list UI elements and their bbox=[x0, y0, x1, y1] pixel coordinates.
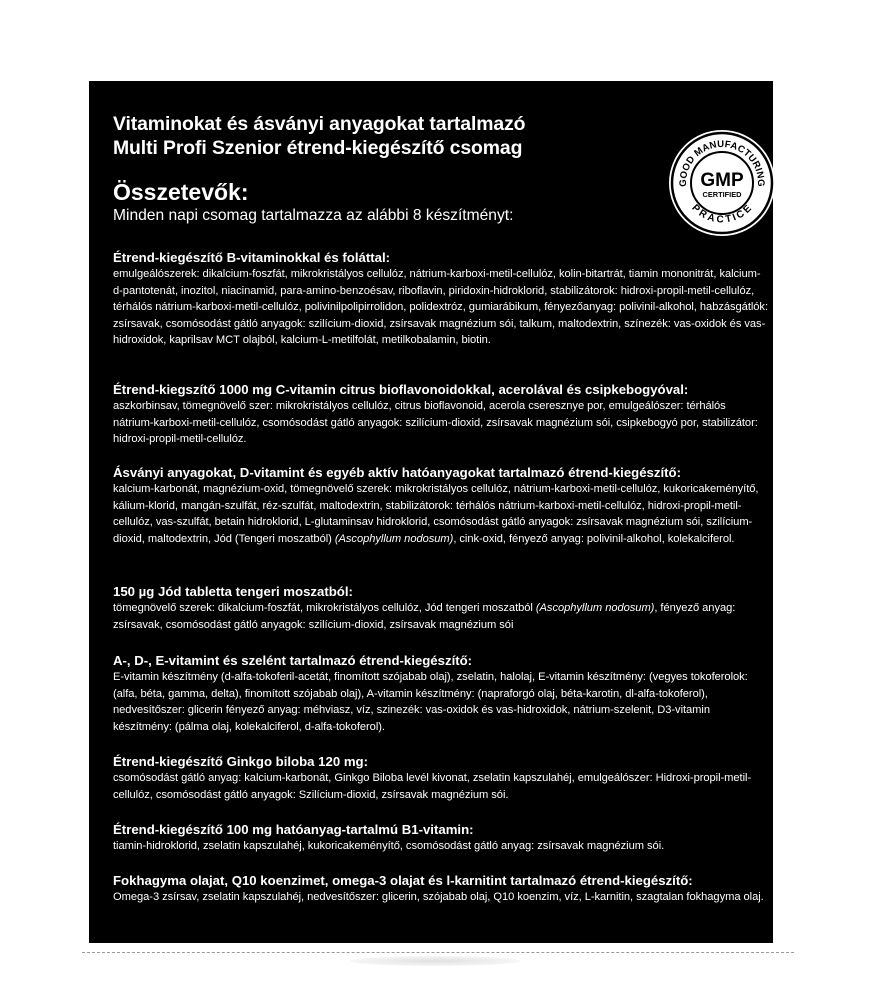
ingredient-section-8 bbox=[113, 872, 769, 906]
product-title-line-1: Vitaminokat és ásványi anyagokat tartalmazó bbox=[113, 113, 526, 135]
section-body-species: (Ascophyllum nodosum) bbox=[334, 532, 454, 545]
section-body: emulgeálószerek: dikalcium-foszfát, mikrokristályos cellulóz, nátrium-karboxi-metil-cellulóz, kolin-bitartrát, tiamin mononitrát, kalcium-d-pantotenát, inozitol, niacinamid, para-amino-benzoésav, riboflavin, piridoxin-hidroklorid, stabilizátorok: hidroxi-propil-metil-cellulóz, térhálós nátrium-karboxi-metil-cellulóz, polivinilpolipirrolidon, polidextróz, gumiarábikum, fényezőanyag: polivinil-alkohol, habzásgátlók: zsírsavak, csomósodást gátló anyagok: szilícium-dioxid, zsírsavak magnézium sói, talkum, maltodextrin, színezék: vas-oxidok és vas-hidroxidok, kaprilsav MCT olajból, kalcium-L-metilfolát, metilkobalamin, biotin. bbox=[113, 268, 769, 347]
ingredients-heading: Összetevők: bbox=[113, 179, 249, 205]
gmp-badge-sub-text: CERTIFIED bbox=[702, 190, 742, 199]
gmp-badge-bottom-text: PRACTICE bbox=[689, 202, 755, 226]
section-body: csomósodást gátló anyag: kalcium-karbonát, Ginkgo Biloba levél kivonat, zselatin kapszulahéj, emulgeálószer: Hidroxi-propil-metil-cellulóz, csomósodást gátló anyagok: Szilícium-dioxid, zsírsavak magnézium sói. bbox=[113, 772, 752, 801]
ingredient-section-2 bbox=[113, 381, 769, 448]
section-body-species: (Ascophyllum nodosum) bbox=[535, 602, 655, 614]
section-body: Omega-3 zsírsav, zselatin kapszulahéj, nedvesítőszer: glicerin, szójabab olaj, Q10 koenzim, víz, L-karnitin, szagtalan fokhagyma olaj. bbox=[113, 891, 764, 903]
section-title: A-, D-, E-vitamint és szelént tartalmazó étrend-kiegészítő: bbox=[113, 653, 473, 668]
section-body-text-end: , fényező anyag: zsírsavak, csomósodást gátló anyagok: szilícium-dioxid, zsírsavak magnézium sói bbox=[113, 602, 736, 631]
ingredient-section-3 bbox=[113, 464, 769, 547]
bottom-divider bbox=[82, 952, 794, 953]
bottom-shadow bbox=[350, 956, 520, 966]
section-body: E-vitamin készítmény (d-alfa-tokoferil-acetát, finomított szójabab olaj), zselatin, halolaj, E-vitamin készítmény: (vegyes tokoferolok: (alfa, béta, gamma, delta), finomított szójabab olaj), A-vitamin készítmény: (napraforgó olaj, béta-karotin, dl-alfa-tokoferol), nedvesítőszer: glicerin fényező anyag: méhviasz, víz, szinezék: vas-oxidok és vas-hidroxidok, nátrium-szelenit, D3-vitamin készítmény: (pálma olaj, kolekalciferol, d-alfa-tokoferol). bbox=[113, 671, 748, 733]
ingredients-panel bbox=[89, 81, 773, 943]
gmp-certified-badge bbox=[667, 128, 777, 238]
gmp-badge-center-text: GMP bbox=[700, 170, 744, 191]
product-title-line-2: Multi Profi Szenior étrend-kiegészítő csomag bbox=[113, 137, 523, 159]
section-title: Étrend-kiegészítő 100 mg hatóanyag-tartalmú B1-vitamin: bbox=[113, 822, 474, 837]
section-body bbox=[113, 481, 769, 547]
section-body-text: tömegnövelő szerek: dikalcium-foszfát, mikrokristályos cellulóz, Jód tengeri moszatból bbox=[113, 602, 536, 614]
section-title: 150 µg Jód tabletta tengeri moszatból: bbox=[113, 584, 353, 599]
section-body-text-end: , cink-oxid, fényező anyag: polivinil-alkohol, kolekalciferol. bbox=[453, 532, 735, 545]
gmp-badge-top-text: GOOD MANUFACTURING bbox=[677, 138, 767, 187]
ingredients-intro: Minden napi csomag tartalmazza az alábbi 8 készítményt: bbox=[113, 207, 514, 224]
gmp-seal-icon bbox=[667, 128, 777, 238]
ingredient-section-5 bbox=[113, 652, 769, 735]
section-title: Étrend-kiegészítő B-vitaminokkal és foláttal: bbox=[113, 250, 391, 265]
product-title bbox=[113, 112, 525, 160]
ingredient-section-6 bbox=[113, 753, 769, 803]
section-body-text: kalcium-karbonát, magnézium-oxid, tömegnövelő szerek: mikrokristályos cellulóz, nátrium-karboxi-metil-cellulóz, kukoricakeményítő, kálium-klorid, mangán-szulfát, réz-szulfát, maltodextrin, stabilizátorok: térhálós nátrium-karboxi-metil-cellulóz, hidroxi-propil-metil-cellulóz, vas-szulfát, betain hidroklorid, L-glutaminsav hidroklorid, csomósodást gátló anyagok: zsírsavak magnézium sói, szilícium-dioxid, maltodextrin, Jód (Tengeri moszatból) bbox=[113, 483, 759, 545]
ingredient-section-4 bbox=[113, 583, 769, 633]
section-body: aszkorbinsav, tömegnövelő szer: mikrokristályos cellulóz, citrus bioflavonoid, acerola cseresznye por, emulgeálószer: térhálós nátrium-karboxi-metil-cellulóz, csomósodást gátló anyagok: szilícium-dioxid, zsírsavak magnézium sói, csipkebogyó por, stabilizátor: hidroxi-propil-metil-cellulóz. bbox=[113, 400, 758, 446]
section-body bbox=[113, 600, 769, 633]
section-title: Ásványi anyagokat, D-vitamint és egyéb aktív hatóanyagokat tartalmazó étrend-kiegészítő: bbox=[113, 465, 681, 480]
section-title: Étrend-kiegszítő 1000 mg C-vitamin citrus bioflavonoidokkal, acerolával és csipkebogyóval: bbox=[113, 382, 689, 397]
section-title: Fokhagyma olajat, Q10 koenzimet, omega-3 olajat és l-karnitint tartalmazó étrend-kiegészítő: bbox=[113, 873, 693, 888]
section-body: tiamin-hidroklorid, zselatin kapszulahéj, kukoricakeményítő, csomósodást gátló anyag: zsírsavak magnézium sói. bbox=[113, 840, 665, 852]
section-title: Étrend-kiegészítő Ginkgo biloba 120 mg: bbox=[113, 754, 368, 769]
ingredient-section-7 bbox=[113, 821, 769, 855]
ingredient-section-1 bbox=[113, 249, 769, 349]
